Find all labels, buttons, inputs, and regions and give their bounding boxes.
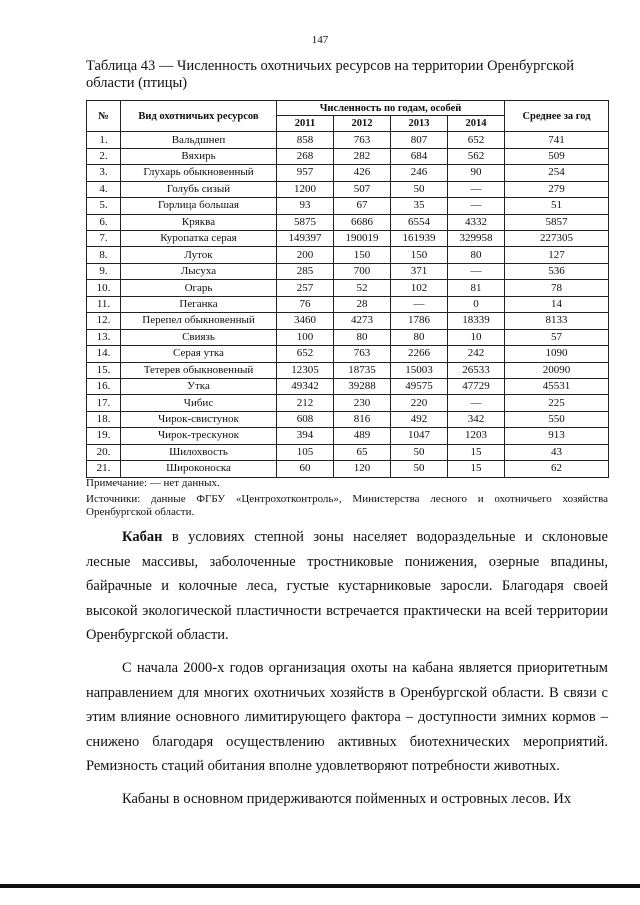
cell-species: Вяхирь [121, 148, 277, 164]
cell-num: 4. [87, 181, 121, 197]
paragraph-1-bold: Кабан [122, 529, 163, 545]
header-group: Численность по годам, особей [277, 101, 505, 116]
cell-2012: 18735 [334, 362, 391, 378]
cell-2012: 426 [334, 165, 391, 181]
table-row [87, 214, 609, 230]
cell-average: 741 [505, 132, 609, 148]
cell-2011: 200 [277, 247, 334, 263]
cell-2011: 93 [277, 198, 334, 214]
cell-num: 14. [87, 346, 121, 362]
table-row [87, 263, 609, 279]
cell-2011: 608 [277, 411, 334, 427]
header-year: 2014 [448, 116, 505, 132]
cell-species: Чибис [121, 395, 277, 411]
cell-2013: 6554 [391, 214, 448, 230]
cell-species: Лысуха [121, 263, 277, 279]
cell-2014: — [448, 181, 505, 197]
cell-2013: 15003 [391, 362, 448, 378]
cell-2013: 35 [391, 198, 448, 214]
paragraph-2: С начала 2000-х годов организация охоты на кабана является приоритетным направлением для многих охотничьих хозяйств в Оренбургской области. В связи с этим влияние основного лимитирующего фактора – доступности зимних кормов – снижено благодаря осуществлению активных биотехнических мероприятий. Ремизность стаций обитания вполне удовлетворяют потребности животных. [86, 659, 608, 775]
cell-2013: 161939 [391, 231, 448, 247]
cell-2011: 212 [277, 395, 334, 411]
cell-num: 11. [87, 296, 121, 312]
cell-2012: 4273 [334, 313, 391, 329]
cell-2011: 12305 [277, 362, 334, 378]
cell-species: Чирок-трескунок [121, 428, 277, 444]
cell-average: 1090 [505, 346, 609, 362]
cell-average: 536 [505, 263, 609, 279]
cell-2012: 507 [334, 181, 391, 197]
cell-2011: 5875 [277, 214, 334, 230]
cell-num: 6. [87, 214, 121, 230]
cell-num: 17. [87, 395, 121, 411]
cell-2014: 18339 [448, 313, 505, 329]
cell-num: 2. [87, 148, 121, 164]
cell-2012: 816 [334, 411, 391, 427]
cell-species: Голубь сизый [121, 181, 277, 197]
cell-2012: 39288 [334, 378, 391, 394]
table-row [87, 329, 609, 345]
table-row [87, 346, 609, 362]
cell-num: 5. [87, 198, 121, 214]
cell-2014: 10 [448, 329, 505, 345]
cell-2013: 150 [391, 247, 448, 263]
cell-2014: — [448, 263, 505, 279]
header-average: Среднее за год [505, 101, 609, 132]
cell-average: 225 [505, 395, 609, 411]
cell-average: 913 [505, 428, 609, 444]
cell-2012: 489 [334, 428, 391, 444]
cell-2011: 858 [277, 132, 334, 148]
cell-species: Серая утка [121, 346, 277, 362]
cell-2013: 1047 [391, 428, 448, 444]
cell-average: 78 [505, 280, 609, 296]
cell-2014: — [448, 198, 505, 214]
table-row [87, 247, 609, 263]
cell-average: 550 [505, 411, 609, 427]
table-row [87, 378, 609, 394]
cell-2013: 220 [391, 395, 448, 411]
cell-2011: 49342 [277, 378, 334, 394]
cell-2014: 47729 [448, 378, 505, 394]
cell-2012: 150 [334, 247, 391, 263]
cell-2014: 81 [448, 280, 505, 296]
cell-2013: 102 [391, 280, 448, 296]
cell-species: Кряква [121, 214, 277, 230]
cell-species: Горлица большая [121, 198, 277, 214]
table-row [87, 444, 609, 460]
cell-2014: 15 [448, 461, 505, 477]
cell-average: 5857 [505, 214, 609, 230]
cell-num: 3. [87, 165, 121, 181]
cell-species: Утка [121, 378, 277, 394]
cell-num: 7. [87, 231, 121, 247]
cell-average: 254 [505, 165, 609, 181]
cell-species: Пеганка [121, 296, 277, 312]
table-row [87, 198, 609, 214]
cell-2013: 492 [391, 411, 448, 427]
cell-average: 62 [505, 461, 609, 477]
cell-num: 1. [87, 132, 121, 148]
cell-2012: 67 [334, 198, 391, 214]
cell-average: 227305 [505, 231, 609, 247]
cell-2011: 257 [277, 280, 334, 296]
header-year: 2012 [334, 116, 391, 132]
table-row [87, 362, 609, 378]
cell-2013: 50 [391, 181, 448, 197]
table-row [87, 313, 609, 329]
cell-2013: 80 [391, 329, 448, 345]
cell-num: 21. [87, 461, 121, 477]
cell-2014: 1203 [448, 428, 505, 444]
table-row [87, 461, 609, 477]
cell-2013: 2266 [391, 346, 448, 362]
cell-2014: 329958 [448, 231, 505, 247]
cell-2014: 652 [448, 132, 505, 148]
cell-2011: 100 [277, 329, 334, 345]
cell-average: 51 [505, 198, 609, 214]
paragraph-1-text: в условиях степной зоны населяет водораздельные и склоновые лесные массивы, заболоченные тростниковые понижения, озерные впадины, байрачные и колочные леса, густые кустарниковые заросли. Благодаря своей высокой экологической пластичности встречается практически на всей территории Оренбургской области. [86, 529, 608, 644]
cell-2014: 0 [448, 296, 505, 312]
table-row [87, 181, 609, 197]
cell-species: Вальдшнеп [121, 132, 277, 148]
page-number: 147 [311, 34, 329, 46]
cell-2011: 652 [277, 346, 334, 362]
cell-2012: 65 [334, 444, 391, 460]
header-year: 2013 [391, 116, 448, 132]
header-species: Вид охотничьих ресурсов [121, 101, 277, 132]
table-note: Примечание: — нет данных. [86, 477, 220, 489]
table-sources: Источники: данные ФГБУ «Центрохотконтроль», Министерства лесного и охотничьего хозяйства Оренбургской области. [86, 493, 608, 518]
table-row [87, 296, 609, 312]
cell-2014: 80 [448, 247, 505, 263]
cell-2013: 807 [391, 132, 448, 148]
cell-2012: 763 [334, 132, 391, 148]
cell-num: 13. [87, 329, 121, 345]
cell-2012: 120 [334, 461, 391, 477]
cell-average: 8133 [505, 313, 609, 329]
cell-num: 20. [87, 444, 121, 460]
cell-2014: 90 [448, 165, 505, 181]
cell-2013: 49575 [391, 378, 448, 394]
cell-2011: 285 [277, 263, 334, 279]
cell-num: 8. [87, 247, 121, 263]
cell-num: 12. [87, 313, 121, 329]
cell-2012: 52 [334, 280, 391, 296]
paragraph-3: Кабаны в основном придерживаются пойменных и островных лесов. Их [122, 790, 572, 807]
cell-average: 14 [505, 296, 609, 312]
cell-2013: 50 [391, 461, 448, 477]
footer-rule [0, 884, 640, 888]
cell-2011: 957 [277, 165, 334, 181]
cell-2012: 282 [334, 148, 391, 164]
cell-average: 45531 [505, 378, 609, 394]
cell-species: Огарь [121, 280, 277, 296]
cell-species: Луток [121, 247, 277, 263]
cell-average: 20090 [505, 362, 609, 378]
cell-average: 43 [505, 444, 609, 460]
cell-2011: 60 [277, 461, 334, 477]
cell-num: 10. [87, 280, 121, 296]
cell-species: Перепел обыкновенный [121, 313, 277, 329]
cell-2011: 149397 [277, 231, 334, 247]
cell-num: 18. [87, 411, 121, 427]
cell-2014: 342 [448, 411, 505, 427]
cell-2011: 3460 [277, 313, 334, 329]
cell-2014: 26533 [448, 362, 505, 378]
table-row [87, 280, 609, 296]
cell-2014: 15 [448, 444, 505, 460]
cell-2012: 28 [334, 296, 391, 312]
header-num: № [87, 101, 121, 132]
cell-average: 57 [505, 329, 609, 345]
table-row [87, 165, 609, 181]
paragraph-1 [86, 525, 608, 648]
cell-2012: 230 [334, 395, 391, 411]
cell-2014: 562 [448, 148, 505, 164]
cell-2012: 763 [334, 346, 391, 362]
cell-average: 279 [505, 181, 609, 197]
cell-num: 15. [87, 362, 121, 378]
cell-2011: 1200 [277, 181, 334, 197]
cell-2013: — [391, 296, 448, 312]
table-row [87, 148, 609, 164]
cell-species: Широконоска [121, 461, 277, 477]
cell-2012: 80 [334, 329, 391, 345]
table-row [87, 231, 609, 247]
cell-2011: 394 [277, 428, 334, 444]
cell-species: Свиязь [121, 329, 277, 345]
cell-num: 9. [87, 263, 121, 279]
cell-2012: 700 [334, 263, 391, 279]
cell-average: 127 [505, 247, 609, 263]
cell-2011: 105 [277, 444, 334, 460]
cell-2013: 371 [391, 263, 448, 279]
cell-species: Шилохвость [121, 444, 277, 460]
cell-num: 19. [87, 428, 121, 444]
header-year: 2011 [277, 116, 334, 132]
table-row [87, 132, 609, 148]
cell-num: 16. [87, 378, 121, 394]
cell-2013: 246 [391, 165, 448, 181]
table-row [87, 428, 609, 444]
cell-2012: 190019 [334, 231, 391, 247]
cell-2012: 6686 [334, 214, 391, 230]
table-row [87, 411, 609, 427]
cell-2013: 1786 [391, 313, 448, 329]
cell-species: Тетерев обыкновенный [121, 362, 277, 378]
cell-2014: 242 [448, 346, 505, 362]
cell-species: Куропатка серая [121, 231, 277, 247]
hunting-resources-table [86, 100, 609, 478]
cell-2011: 76 [277, 296, 334, 312]
body-text [86, 525, 608, 812]
cell-2011: 268 [277, 148, 334, 164]
cell-species: Чирок-свистунок [121, 411, 277, 427]
cell-average: 509 [505, 148, 609, 164]
table-row [87, 395, 609, 411]
table-caption: Таблица 43 — Численность охотничьих ресурсов на территории Оренбургской области (птицы) [86, 58, 575, 91]
cell-species: Глухарь обыкновенный [121, 165, 277, 181]
cell-2014: — [448, 395, 505, 411]
cell-2014: 4332 [448, 214, 505, 230]
cell-2013: 50 [391, 444, 448, 460]
cell-2013: 684 [391, 148, 448, 164]
